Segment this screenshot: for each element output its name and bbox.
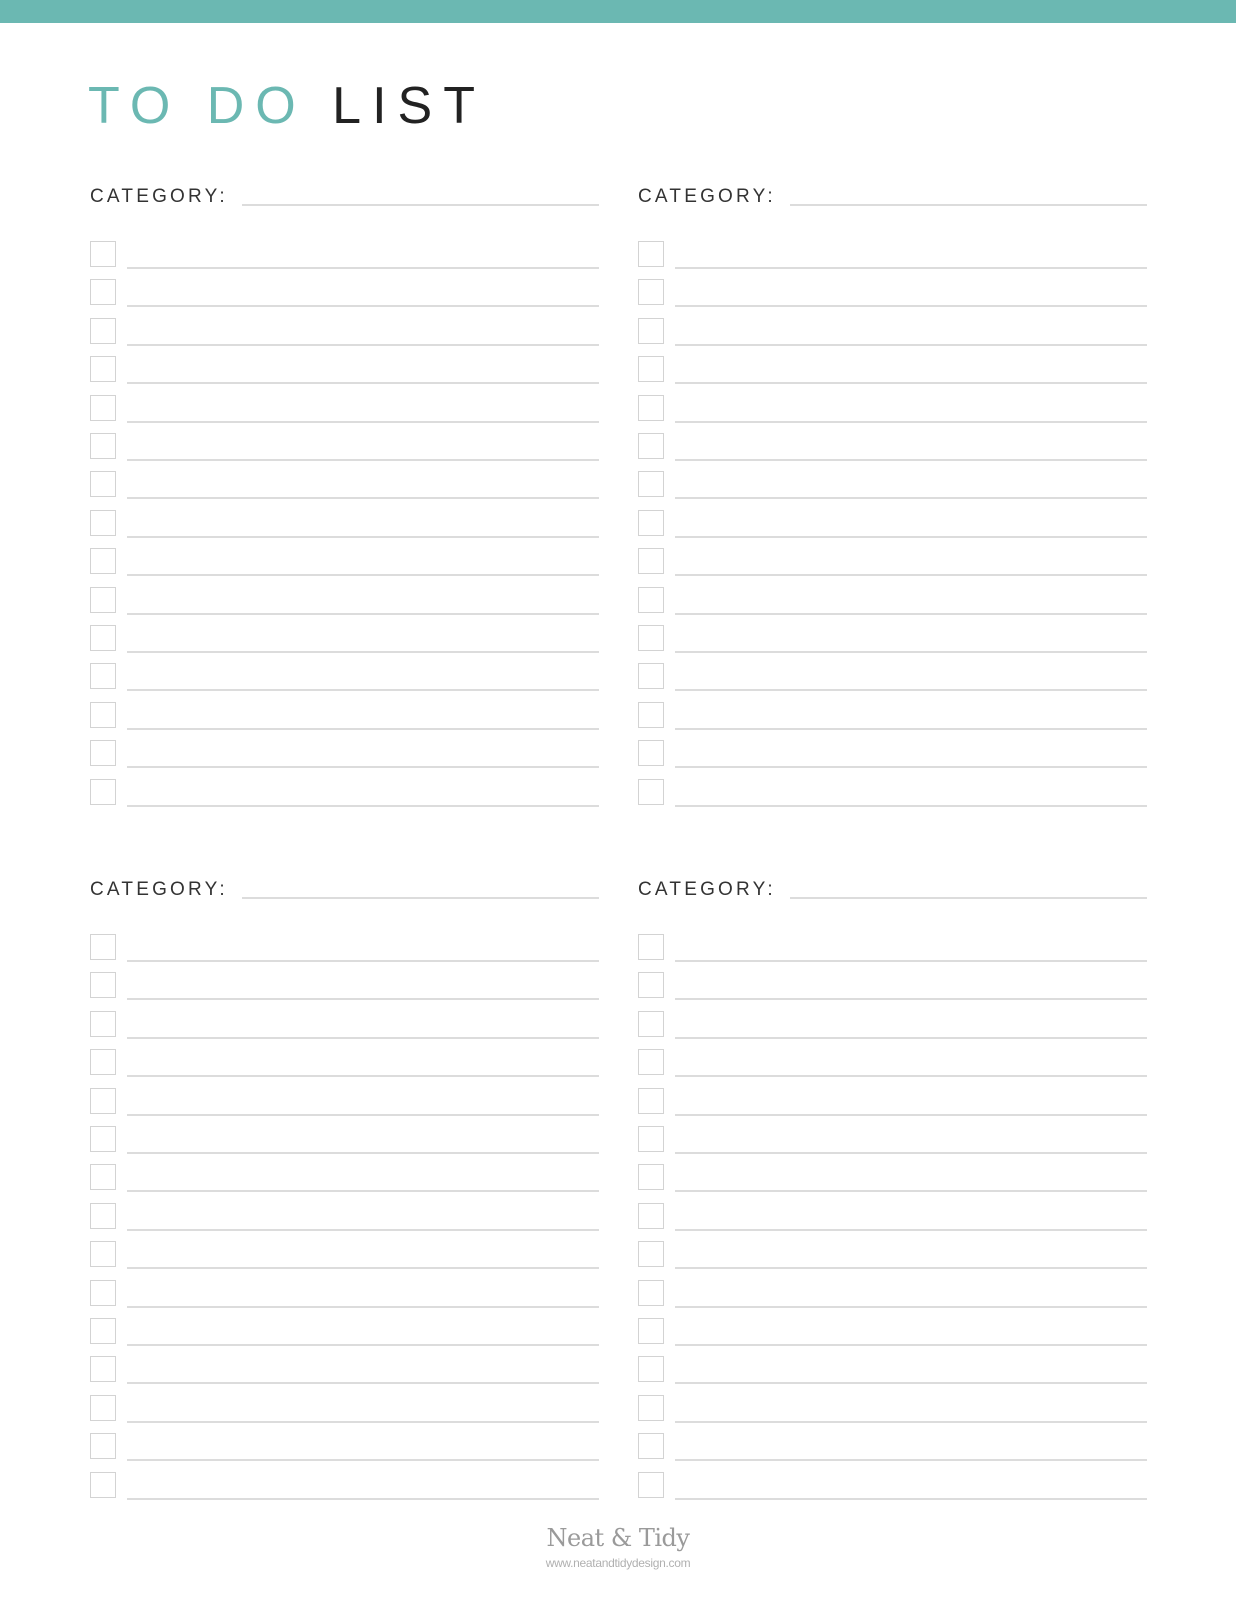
todo-input-line[interactable] xyxy=(127,1459,599,1461)
todo-input-line[interactable] xyxy=(127,1421,599,1423)
checkbox[interactable] xyxy=(90,1011,116,1037)
todo-item xyxy=(638,1433,1147,1461)
todo-input-line[interactable] xyxy=(127,382,599,384)
todo-input-line[interactable] xyxy=(675,1421,1147,1423)
todo-item xyxy=(638,1203,1147,1231)
checkbox[interactable] xyxy=(638,318,664,344)
todo-input-line[interactable] xyxy=(675,382,1147,384)
todo-input-line[interactable] xyxy=(675,421,1147,423)
checkbox[interactable] xyxy=(638,972,664,998)
title-main: LIST xyxy=(332,77,486,135)
checkbox[interactable] xyxy=(638,779,664,805)
todo-item xyxy=(90,1164,599,1192)
todo-item xyxy=(90,1356,599,1384)
todo-item xyxy=(638,1472,1147,1500)
todo-input-line[interactable] xyxy=(127,1075,599,1077)
todo-item xyxy=(90,587,599,615)
checkbox[interactable] xyxy=(90,510,116,536)
todo-input-line[interactable] xyxy=(127,1344,599,1346)
todo-input-line[interactable] xyxy=(127,574,599,576)
todo-input-line[interactable] xyxy=(127,267,599,269)
checkbox[interactable] xyxy=(638,1356,664,1382)
category-field xyxy=(638,877,1147,901)
todo-input-line[interactable] xyxy=(127,728,599,730)
category-label: CATEGORY: xyxy=(90,186,228,207)
todo-item xyxy=(90,740,599,768)
checkbox[interactable] xyxy=(638,1049,664,1075)
todo-input-line[interactable] xyxy=(127,1152,599,1154)
todo-item xyxy=(638,740,1147,768)
todo-input-line[interactable] xyxy=(127,344,599,346)
checkbox[interactable] xyxy=(90,587,116,613)
todo-item xyxy=(638,510,1147,538)
todo-item xyxy=(90,548,599,576)
todo-input-line[interactable] xyxy=(675,1306,1147,1308)
checkbox[interactable] xyxy=(638,1011,664,1037)
todo-input-line[interactable] xyxy=(675,689,1147,691)
todo-input-line[interactable] xyxy=(127,1037,599,1039)
checkbox[interactable] xyxy=(638,1203,664,1229)
checkbox[interactable] xyxy=(90,318,116,344)
checkbox[interactable] xyxy=(90,934,116,960)
category-input-line[interactable] xyxy=(790,204,1147,206)
todo-item xyxy=(90,241,599,269)
todo-input-line[interactable] xyxy=(127,1190,599,1192)
checkbox[interactable] xyxy=(90,279,116,305)
checkbox[interactable] xyxy=(638,934,664,960)
todo-input-line[interactable] xyxy=(675,1344,1147,1346)
todo-input-line[interactable] xyxy=(675,267,1147,269)
checkbox[interactable] xyxy=(90,471,116,497)
todo-input-line[interactable] xyxy=(675,613,1147,615)
category-input-line[interactable] xyxy=(242,897,599,899)
checkbox[interactable] xyxy=(90,395,116,421)
checkbox[interactable] xyxy=(638,1164,664,1190)
todo-input-line[interactable] xyxy=(127,651,599,653)
checkbox[interactable] xyxy=(90,663,116,689)
top-accent-bar xyxy=(0,0,1236,23)
todo-input-line[interactable] xyxy=(675,1114,1147,1116)
checkbox[interactable] xyxy=(90,1433,116,1459)
todo-item xyxy=(638,1164,1147,1192)
todo-input-line[interactable] xyxy=(675,1229,1147,1231)
todo-item xyxy=(638,279,1147,307)
category-field xyxy=(90,877,599,901)
todo-item xyxy=(638,663,1147,691)
todo-item xyxy=(90,395,599,423)
category-label: CATEGORY: xyxy=(90,879,228,900)
todo-item xyxy=(638,587,1147,615)
todo-input-line[interactable] xyxy=(675,1190,1147,1192)
todo-input-line[interactable] xyxy=(127,960,599,962)
checkbox[interactable] xyxy=(638,510,664,536)
category-input-line[interactable] xyxy=(242,204,599,206)
checkbox[interactable] xyxy=(638,1126,664,1152)
todo-item xyxy=(90,1049,599,1077)
todo-item xyxy=(90,1011,599,1039)
todo-item xyxy=(638,1088,1147,1116)
category-input-line[interactable] xyxy=(790,897,1147,899)
todo-input-line[interactable] xyxy=(127,459,599,461)
checkbox[interactable] xyxy=(90,1318,116,1344)
todo-input-line[interactable] xyxy=(675,1382,1147,1384)
title-accent: TO DO xyxy=(88,77,307,135)
todo-input-line[interactable] xyxy=(127,305,599,307)
todo-item xyxy=(90,471,599,499)
checkbox[interactable] xyxy=(638,1472,664,1498)
todo-input-line[interactable] xyxy=(127,613,599,615)
todo-item xyxy=(90,1318,599,1346)
checkbox[interactable] xyxy=(638,1088,664,1114)
checkbox[interactable] xyxy=(638,471,664,497)
todo-item xyxy=(638,1280,1147,1308)
todo-item xyxy=(90,356,599,384)
todo-item xyxy=(638,1395,1147,1423)
todo-input-line[interactable] xyxy=(675,728,1147,730)
checkbox[interactable] xyxy=(638,1318,664,1344)
checkbox[interactable] xyxy=(90,1241,116,1267)
todo-input-line[interactable] xyxy=(675,344,1147,346)
category-field xyxy=(90,184,599,208)
todo-item xyxy=(90,1088,599,1116)
checkbox[interactable] xyxy=(90,548,116,574)
todo-item xyxy=(638,934,1147,962)
checkbox[interactable] xyxy=(638,279,664,305)
checkbox[interactable] xyxy=(90,1280,116,1306)
checkbox[interactable] xyxy=(90,1472,116,1498)
checkbox[interactable] xyxy=(90,1049,116,1075)
checkbox[interactable] xyxy=(638,625,664,651)
checkbox[interactable] xyxy=(90,241,116,267)
checkbox[interactable] xyxy=(638,702,664,728)
todo-item xyxy=(638,433,1147,461)
todo-input-line[interactable] xyxy=(675,536,1147,538)
todo-item xyxy=(638,1126,1147,1154)
todo-item xyxy=(90,1280,599,1308)
todo-item xyxy=(90,433,599,461)
todo-item xyxy=(90,625,599,653)
todo-input-line[interactable] xyxy=(127,1306,599,1308)
todo-input-line[interactable] xyxy=(675,960,1147,962)
todo-input-line[interactable] xyxy=(127,766,599,768)
category-field xyxy=(638,184,1147,208)
todo-item xyxy=(638,1241,1147,1269)
brand-logo: Neat & Tidy xyxy=(546,1524,690,1552)
todo-input-line[interactable] xyxy=(675,651,1147,653)
todo-item xyxy=(638,471,1147,499)
checkbox[interactable] xyxy=(90,1356,116,1382)
checkbox[interactable] xyxy=(638,1280,664,1306)
todo-input-line[interactable] xyxy=(675,1037,1147,1039)
checkbox[interactable] xyxy=(90,356,116,382)
todo-input-line[interactable] xyxy=(675,998,1147,1000)
todo-item xyxy=(90,1241,599,1269)
todo-input-line[interactable] xyxy=(127,1114,599,1116)
todo-item xyxy=(90,972,599,1000)
todo-input-line[interactable] xyxy=(675,574,1147,576)
page-title xyxy=(88,77,486,135)
checkbox[interactable] xyxy=(638,1395,664,1421)
todo-item xyxy=(638,779,1147,807)
checkbox[interactable] xyxy=(90,625,116,651)
todo-input-line[interactable] xyxy=(675,459,1147,461)
todo-input-line[interactable] xyxy=(127,497,599,499)
checkbox[interactable] xyxy=(90,1164,116,1190)
todo-item xyxy=(638,702,1147,730)
todo-input-line[interactable] xyxy=(127,1267,599,1269)
todo-item xyxy=(90,510,599,538)
todo-input-line[interactable] xyxy=(675,1459,1147,1461)
todo-item xyxy=(90,1472,599,1500)
checkbox[interactable] xyxy=(90,779,116,805)
todo-item xyxy=(90,318,599,346)
todo-item xyxy=(90,663,599,691)
todo-item xyxy=(638,625,1147,653)
todo-item xyxy=(90,1395,599,1423)
todo-item xyxy=(638,356,1147,384)
checkbox[interactable] xyxy=(638,433,664,459)
todo-item xyxy=(638,395,1147,423)
checkbox[interactable] xyxy=(638,740,664,766)
checkbox[interactable] xyxy=(90,1126,116,1152)
todo-item xyxy=(638,972,1147,1000)
todo-item xyxy=(90,779,599,807)
checkbox[interactable] xyxy=(90,972,116,998)
todo-input-line[interactable] xyxy=(675,1152,1147,1154)
checkbox[interactable] xyxy=(90,740,116,766)
checkbox[interactable] xyxy=(638,241,664,267)
todo-item xyxy=(90,1126,599,1154)
checkbox[interactable] xyxy=(638,1433,664,1459)
todo-input-line[interactable] xyxy=(127,689,599,691)
todo-item xyxy=(90,279,599,307)
category-label: CATEGORY: xyxy=(638,186,776,207)
checkbox[interactable] xyxy=(638,356,664,382)
todo-input-line[interactable] xyxy=(675,497,1147,499)
todo-input-line[interactable] xyxy=(127,998,599,1000)
checkbox[interactable] xyxy=(90,1395,116,1421)
todo-input-line[interactable] xyxy=(675,305,1147,307)
todo-input-line[interactable] xyxy=(127,1498,599,1500)
todo-input-line[interactable] xyxy=(675,1075,1147,1077)
todo-input-line[interactable] xyxy=(127,421,599,423)
todo-item xyxy=(638,1318,1147,1346)
todo-input-line[interactable] xyxy=(675,766,1147,768)
todo-item xyxy=(90,702,599,730)
todo-item xyxy=(638,1011,1147,1039)
todo-input-line[interactable] xyxy=(675,1267,1147,1269)
todo-item xyxy=(638,318,1147,346)
todo-input-line[interactable] xyxy=(127,805,599,807)
todo-input-line[interactable] xyxy=(675,1498,1147,1500)
checkbox[interactable] xyxy=(638,663,664,689)
checkbox[interactable] xyxy=(638,1241,664,1267)
checkbox[interactable] xyxy=(90,433,116,459)
checkbox[interactable] xyxy=(638,587,664,613)
todo-item xyxy=(638,1356,1147,1384)
todo-input-line[interactable] xyxy=(675,805,1147,807)
category-label: CATEGORY: xyxy=(638,879,776,900)
todo-input-line[interactable] xyxy=(127,536,599,538)
todo-item xyxy=(638,241,1147,269)
todo-input-line[interactable] xyxy=(127,1229,599,1231)
checkbox[interactable] xyxy=(90,1088,116,1114)
todo-item xyxy=(90,934,599,962)
checkbox[interactable] xyxy=(638,395,664,421)
checkbox[interactable] xyxy=(90,1203,116,1229)
todo-input-line[interactable] xyxy=(127,1382,599,1384)
todo-item xyxy=(90,1203,599,1231)
todo-item xyxy=(90,1433,599,1461)
checkbox[interactable] xyxy=(90,702,116,728)
todo-item xyxy=(638,548,1147,576)
checkbox[interactable] xyxy=(638,548,664,574)
website-url: www.neatandtidydesign.com xyxy=(545,1556,691,1570)
todo-item xyxy=(638,1049,1147,1077)
